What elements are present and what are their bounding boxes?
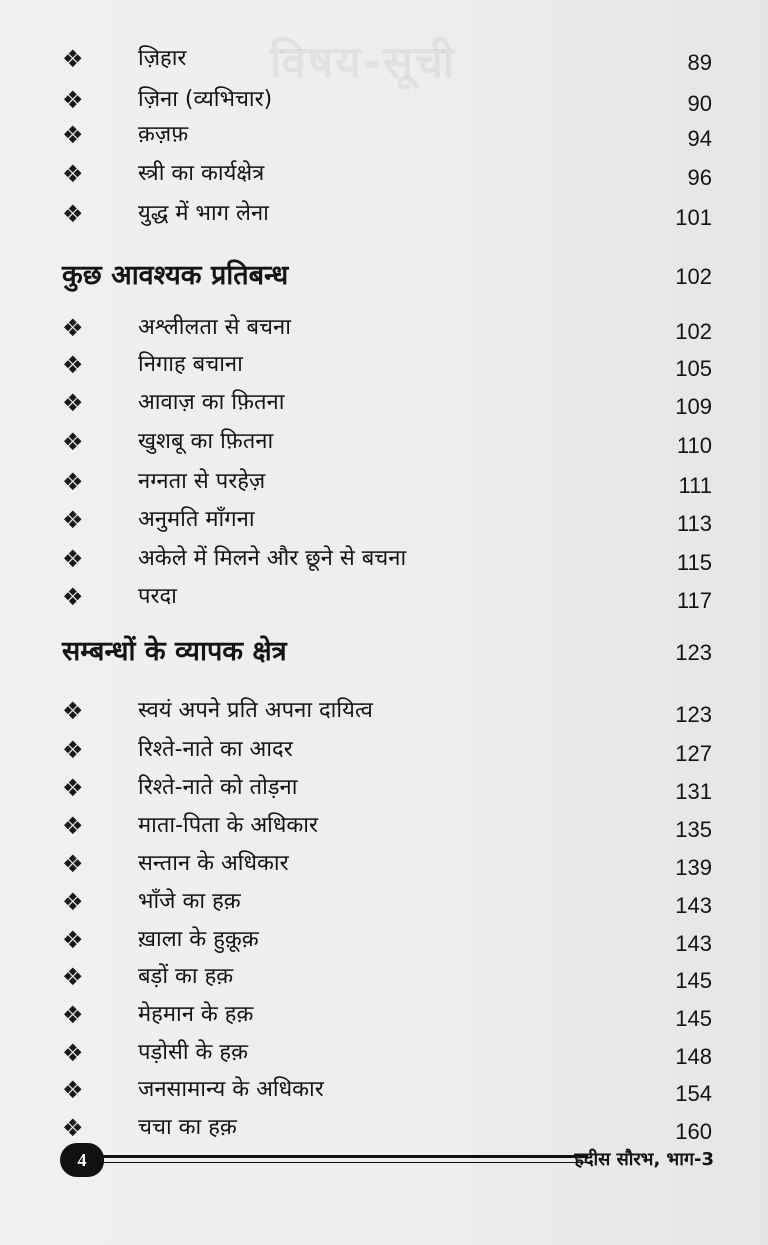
diamond-bullet-icon: ❖ xyxy=(62,314,84,342)
diamond-bullet-icon: ❖ xyxy=(62,45,84,73)
diamond-bullet-icon: ❖ xyxy=(62,888,84,916)
page-number: 145 xyxy=(675,1006,712,1031)
diamond-bullet-icon: ❖ xyxy=(62,160,84,188)
entry-title: निगाह बचाना xyxy=(138,352,243,377)
diamond-bullet-icon: ❖ xyxy=(62,583,84,611)
page-number: 94 xyxy=(687,126,712,151)
page-number: 135 xyxy=(675,817,712,842)
page-number: 89 xyxy=(687,50,712,75)
entry-title: युद्ध में भाग लेना xyxy=(138,201,269,226)
page-number: 143 xyxy=(675,893,712,918)
toc-item xyxy=(0,544,768,578)
entry-title: सन्तान के अधिकार xyxy=(138,851,289,876)
diamond-bullet-icon: ❖ xyxy=(62,545,84,573)
entry-title: खुशबू का फ़ितना xyxy=(138,429,274,454)
page-number: 105 xyxy=(675,356,712,381)
diamond-bullet-icon: ❖ xyxy=(62,86,84,114)
entry-title: भाँजे का हक़ xyxy=(138,889,241,914)
entry-title: आवाज़ का फ़ितना xyxy=(138,390,285,415)
diamond-bullet-icon: ❖ xyxy=(62,389,84,417)
toc-item xyxy=(0,1075,768,1109)
toc-item xyxy=(0,120,768,154)
running-title: हदीस सौरभ, भाग-3 xyxy=(574,1149,714,1170)
page-number: 117 xyxy=(676,588,712,613)
entry-title: क़ज़फ़ xyxy=(138,122,189,147)
entry-title: रिश्ते-नाते को तोड़ना xyxy=(138,775,298,800)
section-title: सम्बन्धों के व्यापक क्षेत्र xyxy=(62,636,287,667)
entry-title: ख़ाला के हुक़ूक़ xyxy=(138,927,259,952)
toc-item xyxy=(0,1000,768,1034)
toc-item xyxy=(0,582,768,616)
diamond-bullet-icon: ❖ xyxy=(62,774,84,802)
entry-title: अश्लीलता से बचना xyxy=(138,315,291,340)
toc-item xyxy=(0,350,768,384)
diamond-bullet-icon: ❖ xyxy=(62,736,84,764)
page-number: 160 xyxy=(675,1119,712,1144)
toc-item xyxy=(0,735,768,769)
page-number: 111 xyxy=(678,473,712,498)
page-number-badge: 4 xyxy=(60,1143,104,1177)
toc-item xyxy=(0,1113,768,1147)
entry-title: अनुमति माँगना xyxy=(138,507,255,532)
diamond-bullet-icon: ❖ xyxy=(62,926,84,954)
page-footer xyxy=(60,1143,720,1183)
entry-title: चचा का हक़ xyxy=(138,1115,237,1140)
entry-title: नग्नता से परहेज़ xyxy=(138,469,266,494)
page-number: 143 xyxy=(675,931,712,956)
page-number: 110 xyxy=(676,433,712,458)
footer-rule-thick xyxy=(100,1155,588,1158)
entry-title: स्त्री का कार्यक्षेत्र xyxy=(138,161,265,186)
diamond-bullet-icon: ❖ xyxy=(62,963,84,991)
toc-item xyxy=(0,313,768,347)
show-through-heading: विषय-सूची xyxy=(270,37,457,88)
page-number: 148 xyxy=(675,1044,712,1069)
toc-item xyxy=(0,467,768,501)
page-number: 115 xyxy=(676,550,712,575)
diamond-bullet-icon: ❖ xyxy=(62,697,84,725)
toc-item xyxy=(0,887,768,921)
toc-item xyxy=(0,962,768,996)
toc-item xyxy=(0,773,768,807)
toc-item xyxy=(0,427,768,461)
toc-section-heading xyxy=(0,256,768,300)
entry-title: अकेले में मिलने और छूने से बचना xyxy=(138,546,407,571)
toc-item xyxy=(0,44,768,78)
diamond-bullet-icon: ❖ xyxy=(62,1076,84,1104)
entry-title: ज़िहार xyxy=(138,46,187,71)
entry-title: जनसामान्य के अधिकार xyxy=(138,1077,324,1102)
entry-title: परदा xyxy=(138,584,177,609)
toc-item xyxy=(0,159,768,193)
toc-item xyxy=(0,696,768,730)
diamond-bullet-icon: ❖ xyxy=(62,812,84,840)
page-number: 96 xyxy=(687,165,712,190)
entry-title: रिश्ते-नाते का आदर xyxy=(138,737,293,762)
entry-title: पड़ोसी के हक़ xyxy=(138,1040,248,1065)
page-number: 90 xyxy=(687,91,712,116)
entry-title: माता-पिता के अधिकार xyxy=(138,813,318,838)
toc-item xyxy=(0,1038,768,1072)
footer-rule-thin xyxy=(100,1162,588,1163)
page-number: 109 xyxy=(675,394,712,419)
toc-item xyxy=(0,849,768,883)
page-number: 123 xyxy=(675,640,712,665)
diamond-bullet-icon: ❖ xyxy=(62,351,84,379)
page-number: 101 xyxy=(675,205,712,230)
toc-item xyxy=(0,199,768,233)
diamond-bullet-icon: ❖ xyxy=(62,428,84,456)
toc-item xyxy=(0,388,768,422)
page-number: 113 xyxy=(676,511,712,536)
section-title: कुछ आवश्यक प्रतिबन्ध xyxy=(62,260,289,291)
diamond-bullet-icon: ❖ xyxy=(62,1114,84,1142)
toc-section-heading xyxy=(0,632,768,676)
page-number: 145 xyxy=(675,968,712,993)
page-number: 102 xyxy=(675,319,712,344)
page-number: 131 xyxy=(675,779,712,804)
page-number: 154 xyxy=(675,1081,712,1106)
toc-item xyxy=(0,925,768,959)
diamond-bullet-icon: ❖ xyxy=(62,1001,84,1029)
toc-item xyxy=(0,505,768,539)
toc-item xyxy=(0,85,768,119)
diamond-bullet-icon: ❖ xyxy=(62,468,84,496)
entry-title: मेहमान के हक़ xyxy=(138,1002,254,1027)
page-number: 123 xyxy=(675,702,712,727)
page-number: 102 xyxy=(675,264,712,289)
diamond-bullet-icon: ❖ xyxy=(62,506,84,534)
page-number: 127 xyxy=(675,741,712,766)
toc-item xyxy=(0,811,768,845)
entry-title: बड़ों का हक़ xyxy=(138,964,234,989)
diamond-bullet-icon: ❖ xyxy=(62,850,84,878)
diamond-bullet-icon: ❖ xyxy=(62,121,84,149)
diamond-bullet-icon: ❖ xyxy=(62,1039,84,1067)
entry-title: ज़िना (व्यभिचार) xyxy=(138,87,273,112)
diamond-bullet-icon: ❖ xyxy=(62,200,84,228)
page-number: 139 xyxy=(675,855,712,880)
entry-title: स्वयं अपने प्रति अपना दायित्व xyxy=(138,698,373,723)
